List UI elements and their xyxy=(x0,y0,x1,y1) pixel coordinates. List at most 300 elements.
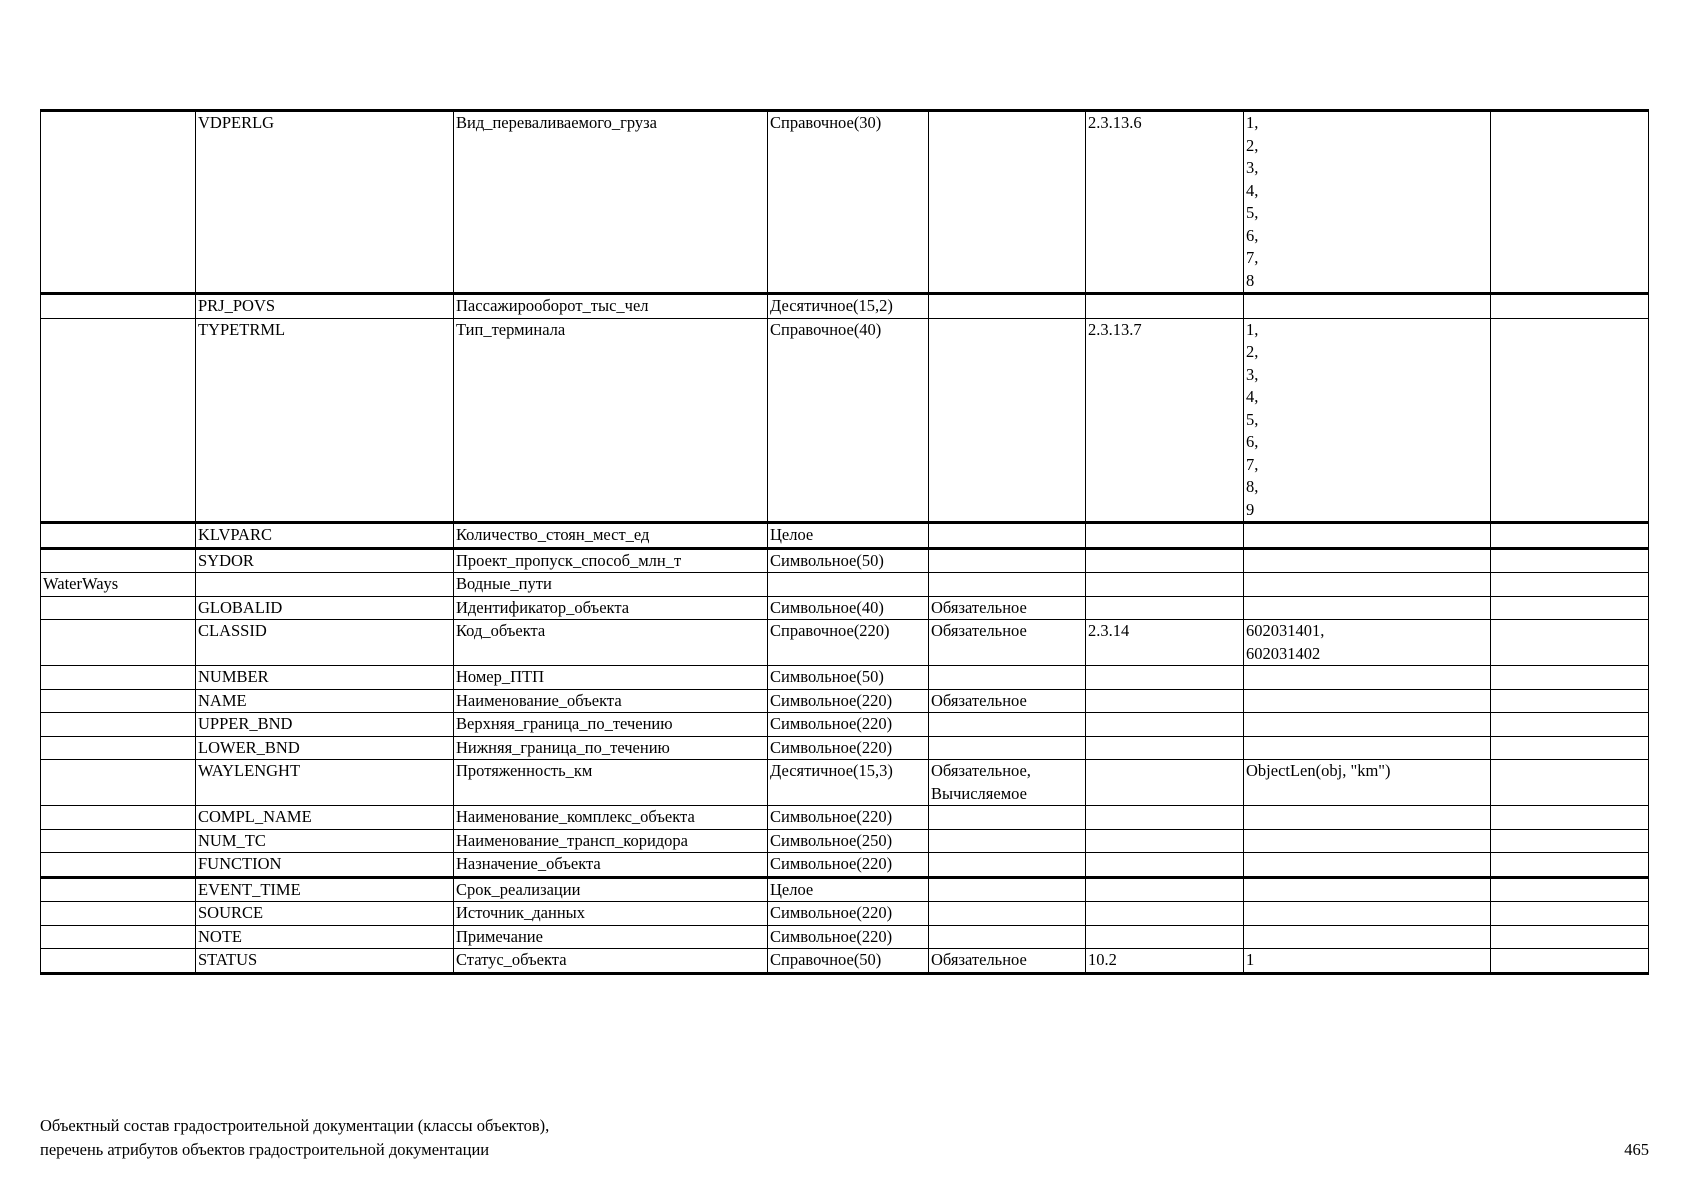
reference-cell xyxy=(1086,666,1244,690)
table-row xyxy=(41,736,1649,760)
cell-text-line xyxy=(43,690,193,713)
extra-cell xyxy=(1491,620,1649,666)
class-name-cell xyxy=(41,853,196,878)
cell-text-line xyxy=(43,949,193,972)
reference-cell xyxy=(1086,318,1244,523)
cell-text-line: Справочное(220) xyxy=(770,621,890,640)
cell-text-line: Примечание xyxy=(456,926,543,946)
cell-text-line xyxy=(931,926,1083,949)
field-name-cell xyxy=(454,294,768,319)
values-cell xyxy=(1244,949,1491,974)
field-code-cell xyxy=(196,523,454,549)
class-name-cell xyxy=(41,736,196,760)
class-name-cell xyxy=(41,523,196,549)
data-type-cell xyxy=(768,806,929,830)
values-cell xyxy=(1244,689,1491,713)
cell-text-line: 9 xyxy=(1246,499,1255,519)
cell-text-line xyxy=(1246,830,1488,853)
cell-text-line: 5, xyxy=(1246,203,1259,222)
values-cell xyxy=(1244,666,1491,690)
cell-text-line: 5, xyxy=(1246,409,1259,429)
table-row xyxy=(41,573,1649,597)
requirement-cell xyxy=(929,925,1086,949)
cell-text-line: Номер_ПТП xyxy=(456,667,545,686)
extra-cell xyxy=(1491,666,1649,690)
cell-text-line: 3, xyxy=(1246,364,1259,384)
class-name-cell xyxy=(41,318,196,523)
field-code-cell xyxy=(196,596,454,620)
cell-text-line: Обязательное xyxy=(931,597,1027,617)
table-row xyxy=(41,318,1649,523)
cell-text-line: 4, xyxy=(1246,180,1259,200)
values-cell xyxy=(1244,902,1491,926)
cell-text-line: Тип_терминала xyxy=(456,319,566,339)
class-name-cell xyxy=(41,596,196,620)
field-name-cell xyxy=(454,548,768,573)
cell-text-line: Целое xyxy=(770,525,814,544)
extra-cell xyxy=(1491,318,1649,523)
cell-text-line xyxy=(1493,690,1646,713)
cell-text-line: 2, xyxy=(1246,342,1259,361)
cell-text-line: Вычисляемое xyxy=(931,783,1027,803)
data-type-cell xyxy=(768,925,929,949)
class-name-cell xyxy=(41,829,196,853)
cell-text-line: Обязательное xyxy=(931,621,1027,640)
table-row xyxy=(41,925,1649,949)
cell-text-line: FUNCTION xyxy=(198,854,282,873)
table-row xyxy=(41,829,1649,853)
cell-text-line: Код_объекта xyxy=(456,621,546,640)
cell-text-line: Наименование_объекта xyxy=(456,690,622,710)
field-name-cell xyxy=(454,925,768,949)
cell-text-line xyxy=(1246,597,1488,620)
data-type-cell xyxy=(768,713,929,737)
class-name-cell xyxy=(41,806,196,830)
values-cell xyxy=(1244,294,1491,319)
reference-cell xyxy=(1086,523,1244,549)
cell-text-line: Источник_данных xyxy=(456,903,585,922)
field-code-cell xyxy=(196,111,454,294)
cell-text-line: Символьное(220) xyxy=(770,903,893,922)
cell-text-line xyxy=(1088,879,1241,902)
cell-text-line xyxy=(931,550,1083,573)
page-number: 465 xyxy=(1624,1140,1649,1159)
field-name-cell xyxy=(454,596,768,620)
field-code-cell xyxy=(196,902,454,926)
values-cell xyxy=(1244,523,1491,549)
cell-text-line: VDPERLG xyxy=(198,113,275,132)
cell-text-line xyxy=(43,295,193,318)
class-name-cell xyxy=(41,620,196,666)
data-type-cell xyxy=(768,736,929,760)
class-name-cell xyxy=(41,760,196,806)
cell-text-line: UPPER_BND xyxy=(198,714,293,733)
field-code-cell xyxy=(196,620,454,666)
data-type-cell xyxy=(768,620,929,666)
cell-text-line xyxy=(43,319,193,342)
class-name-cell xyxy=(41,949,196,974)
requirement-cell xyxy=(929,806,1086,830)
cell-text-line xyxy=(1246,690,1488,713)
table-row xyxy=(41,760,1649,806)
cell-text-line: 2.3.14 xyxy=(1088,621,1130,640)
footer-line-2: перечень атрибутов объектов градостроительной документации xyxy=(40,1140,490,1159)
cell-text-line xyxy=(1493,806,1646,829)
cell-text-line xyxy=(1246,295,1488,318)
cell-text-line: 10.2 xyxy=(1088,950,1117,969)
reference-cell xyxy=(1086,736,1244,760)
cell-text-line: Десятичное(15,2) xyxy=(770,296,893,315)
cell-text-line: 2.3.13.7 xyxy=(1088,319,1142,339)
requirement-cell xyxy=(929,318,1086,523)
cell-text-line: NAME xyxy=(198,690,247,710)
cell-text-line xyxy=(931,902,1083,925)
class-name-cell xyxy=(41,573,196,597)
cell-text-line: Обязательное xyxy=(931,950,1027,969)
cell-text-line: Срок_реализации xyxy=(456,879,581,899)
cell-text-line: Символьное(50) xyxy=(770,667,884,686)
table-row xyxy=(41,713,1649,737)
cell-text-line: Символьное(50) xyxy=(770,550,884,570)
cell-text-line: WaterWays xyxy=(43,574,119,593)
data-type-cell xyxy=(768,318,929,523)
field-code-cell xyxy=(196,736,454,760)
cell-text-line xyxy=(1493,597,1646,620)
field-name-cell xyxy=(454,111,768,294)
cell-text-line xyxy=(43,737,193,760)
requirement-cell xyxy=(929,689,1086,713)
table-row xyxy=(41,548,1649,573)
cell-text-line: GLOBALID xyxy=(198,597,283,617)
cell-text-line xyxy=(931,666,1083,689)
cell-text-line: COMPL_NAME xyxy=(198,807,312,826)
cell-text-line xyxy=(1088,926,1241,949)
requirement-cell xyxy=(929,760,1086,806)
values-cell xyxy=(1244,853,1491,878)
values-cell xyxy=(1244,877,1491,902)
cell-text-line xyxy=(931,112,1083,135)
cell-text-line: 2.3.13.6 xyxy=(1088,113,1142,132)
field-code-cell xyxy=(196,713,454,737)
cell-text-line xyxy=(43,524,193,547)
cell-text-line xyxy=(931,524,1083,547)
class-name-cell xyxy=(41,877,196,902)
field-name-cell xyxy=(454,666,768,690)
field-code-cell xyxy=(196,760,454,806)
table-row xyxy=(41,523,1649,549)
cell-text-line xyxy=(43,713,193,736)
cell-text-line xyxy=(1493,737,1646,760)
reference-cell xyxy=(1086,294,1244,319)
cell-text-line: Обязательное, xyxy=(931,761,1031,780)
cell-text-line xyxy=(1493,713,1646,736)
cell-text-line: 8 xyxy=(1246,270,1255,290)
cell-text-line xyxy=(198,573,451,596)
cell-text-line: Символьное(220) xyxy=(770,926,893,946)
cell-text-line: 2, xyxy=(1246,135,1259,155)
class-name-cell xyxy=(41,689,196,713)
requirement-cell xyxy=(929,523,1086,549)
cell-text-line xyxy=(1246,666,1488,689)
reference-cell xyxy=(1086,829,1244,853)
cell-text-line: Пассажирооборот_тыс_чел xyxy=(456,296,649,315)
field-code-cell xyxy=(196,877,454,902)
cell-text-line: Десятичное(15,3) xyxy=(770,761,893,780)
cell-text-line: Целое xyxy=(770,879,814,899)
table-row xyxy=(41,877,1649,902)
cell-text-line xyxy=(43,830,193,853)
cell-text-line xyxy=(931,806,1083,829)
cell-text-line xyxy=(1493,902,1646,925)
cell-text-line xyxy=(1493,550,1646,573)
requirement-cell xyxy=(929,829,1086,853)
cell-text-line xyxy=(1088,853,1241,876)
requirement-cell xyxy=(929,666,1086,690)
cell-text-line: 1, xyxy=(1246,319,1259,339)
cell-text-line xyxy=(1088,737,1241,760)
cell-text-line: 602031402 xyxy=(1246,643,1321,663)
table-body xyxy=(41,111,1649,974)
data-type-cell xyxy=(768,853,929,878)
cell-text-line xyxy=(43,853,193,876)
cell-text-line xyxy=(1246,524,1488,547)
field-code-cell xyxy=(196,318,454,523)
field-code-cell xyxy=(196,853,454,878)
cell-text-line xyxy=(43,902,193,925)
class-name-cell xyxy=(41,548,196,573)
cell-text-line: 8, xyxy=(1246,477,1259,496)
requirement-cell xyxy=(929,548,1086,573)
extra-cell xyxy=(1491,806,1649,830)
cell-text-line: Символьное(220) xyxy=(770,737,893,757)
values-cell xyxy=(1244,760,1491,806)
cell-text-line xyxy=(43,597,193,620)
reference-cell xyxy=(1086,596,1244,620)
cell-text-line: Справочное(40) xyxy=(770,319,882,339)
cell-text-line xyxy=(1088,597,1241,620)
table-row xyxy=(41,689,1649,713)
field-code-cell xyxy=(196,829,454,853)
cell-text-line: Статус_объекта xyxy=(456,950,567,969)
data-type-cell xyxy=(768,523,929,549)
cell-text-line xyxy=(43,620,193,643)
requirement-cell xyxy=(929,853,1086,878)
requirement-cell xyxy=(929,573,1086,597)
cell-text-line xyxy=(1246,573,1488,596)
cell-text-line xyxy=(1246,713,1488,736)
values-cell xyxy=(1244,806,1491,830)
cell-text-line xyxy=(1246,550,1488,573)
values-cell xyxy=(1244,736,1491,760)
field-name-cell xyxy=(454,806,768,830)
cell-text-line xyxy=(1088,806,1241,829)
cell-text-line xyxy=(1493,853,1646,876)
data-type-cell xyxy=(768,949,929,974)
cell-text-line: 6, xyxy=(1246,225,1259,245)
requirement-cell xyxy=(929,877,1086,902)
extra-cell xyxy=(1491,949,1649,974)
cell-text-line: SOURCE xyxy=(198,903,264,922)
cell-text-line: 1, xyxy=(1246,113,1259,132)
cell-text-line xyxy=(1493,879,1646,902)
cell-text-line: NUMBER xyxy=(198,667,269,686)
cell-text-line: Наименование_комплекс_объекта xyxy=(456,807,695,826)
cell-text-line xyxy=(931,879,1083,902)
cell-text-line: Вид_переваливаемого_груза xyxy=(456,113,657,132)
cell-text-line xyxy=(1088,760,1241,783)
extra-cell xyxy=(1491,902,1649,926)
cell-text-line xyxy=(43,760,193,783)
cell-text-line: ObjectLen(obj, "km") xyxy=(1246,761,1391,780)
cell-text-line xyxy=(931,573,1083,596)
data-type-cell xyxy=(768,666,929,690)
cell-text-line xyxy=(1493,524,1646,547)
cell-text-line: EVENT_TIME xyxy=(198,879,301,899)
cell-text-line xyxy=(931,713,1083,736)
cell-text-line: 1 xyxy=(1246,950,1255,969)
cell-text-line xyxy=(43,666,193,689)
data-type-cell xyxy=(768,596,929,620)
cell-text-line xyxy=(931,737,1083,760)
reference-cell xyxy=(1086,806,1244,830)
reference-cell xyxy=(1086,713,1244,737)
cell-text-line xyxy=(770,573,926,596)
cell-text-line xyxy=(1088,666,1241,689)
data-type-cell xyxy=(768,111,929,294)
data-type-cell xyxy=(768,573,929,597)
reference-cell xyxy=(1086,853,1244,878)
reference-cell xyxy=(1086,111,1244,294)
cell-text-line xyxy=(1088,550,1241,573)
reference-cell xyxy=(1086,877,1244,902)
values-cell xyxy=(1244,548,1491,573)
cell-text-line: Символьное(220) xyxy=(770,807,893,826)
values-cell xyxy=(1244,318,1491,523)
cell-text-line xyxy=(1246,879,1488,902)
extra-cell xyxy=(1491,689,1649,713)
cell-text-line xyxy=(1493,295,1646,318)
cell-text-line xyxy=(1493,666,1646,689)
cell-text-line: 7, xyxy=(1246,248,1259,267)
extra-cell xyxy=(1491,596,1649,620)
requirement-cell xyxy=(929,111,1086,294)
cell-text-line: Обязательное xyxy=(931,690,1027,710)
field-name-cell xyxy=(454,877,768,902)
values-cell xyxy=(1244,925,1491,949)
field-name-cell xyxy=(454,573,768,597)
cell-text-line xyxy=(1088,690,1241,713)
cell-text-line: TYPETRML xyxy=(198,319,286,339)
field-code-cell xyxy=(196,689,454,713)
class-name-cell xyxy=(41,925,196,949)
cell-text-line: Количество_стоян_мест_ед xyxy=(456,525,650,544)
cell-text-line: Идентификатор_объекта xyxy=(456,597,630,617)
cell-text-line xyxy=(1088,902,1241,925)
table-row xyxy=(41,596,1649,620)
extra-cell xyxy=(1491,877,1649,902)
cell-text-line: Справочное(30) xyxy=(770,113,882,132)
requirement-cell xyxy=(929,294,1086,319)
field-code-cell xyxy=(196,666,454,690)
cell-text-line xyxy=(1246,902,1488,925)
cell-text-line: Символьное(220) xyxy=(770,714,893,733)
field-name-cell xyxy=(454,853,768,878)
values-cell xyxy=(1244,620,1491,666)
cell-text-line xyxy=(43,550,193,573)
field-name-cell xyxy=(454,949,768,974)
requirement-cell xyxy=(929,620,1086,666)
footer-line-1: Объектный состав градостроительной документации (классы объектов), xyxy=(40,1116,550,1135)
reference-cell xyxy=(1086,902,1244,926)
extra-cell xyxy=(1491,573,1649,597)
requirement-cell xyxy=(929,949,1086,974)
cell-text-line: LOWER_BND xyxy=(198,737,300,757)
cell-text-line: Символьное(40) xyxy=(770,597,884,617)
reference-cell xyxy=(1086,620,1244,666)
table-row xyxy=(41,620,1649,666)
cell-text-line: WAYLENGHT xyxy=(198,761,301,780)
class-name-cell xyxy=(41,902,196,926)
cell-text-line xyxy=(1493,620,1646,643)
extra-cell xyxy=(1491,829,1649,853)
field-code-cell xyxy=(196,548,454,573)
cell-text-line xyxy=(43,879,193,902)
cell-text-line xyxy=(43,112,193,135)
extra-cell xyxy=(1491,853,1649,878)
cell-text-line xyxy=(1246,926,1488,949)
cell-text-line xyxy=(1088,573,1241,596)
cell-text-line: Верхняя_граница_по_течению xyxy=(456,714,673,733)
extra-cell xyxy=(1491,523,1649,549)
cell-text-line: 3, xyxy=(1246,158,1259,177)
cell-text-line xyxy=(1088,524,1241,547)
cell-text-line: NOTE xyxy=(198,926,242,946)
extra-cell xyxy=(1491,294,1649,319)
class-name-cell xyxy=(41,111,196,294)
field-name-cell xyxy=(454,318,768,523)
cell-text-line: Справочное(50) xyxy=(770,950,882,969)
page-footer xyxy=(40,1114,549,1162)
cell-text-line xyxy=(1493,949,1646,972)
cell-text-line: PRJ_POVS xyxy=(198,296,276,315)
data-type-cell xyxy=(768,877,929,902)
table-row xyxy=(41,853,1649,878)
requirement-cell xyxy=(929,736,1086,760)
requirement-cell xyxy=(929,596,1086,620)
field-code-cell xyxy=(196,806,454,830)
cell-text-line: Нижняя_граница_по_течению xyxy=(456,737,670,757)
data-type-cell xyxy=(768,689,929,713)
field-name-cell xyxy=(454,736,768,760)
cell-text-line xyxy=(1493,319,1646,342)
cell-text-line xyxy=(931,319,1083,342)
values-cell xyxy=(1244,573,1491,597)
requirement-cell xyxy=(929,713,1086,737)
data-type-cell xyxy=(768,548,929,573)
cell-text-line: STATUS xyxy=(198,950,258,969)
field-name-cell xyxy=(454,523,768,549)
extra-cell xyxy=(1491,736,1649,760)
cell-text-line: Проект_пропуск_способ_млн_т xyxy=(456,550,682,570)
cell-text-line xyxy=(1246,853,1488,876)
cell-text-line xyxy=(1088,830,1241,853)
class-name-cell xyxy=(41,713,196,737)
class-name-cell xyxy=(41,666,196,690)
extra-cell xyxy=(1491,760,1649,806)
extra-cell xyxy=(1491,713,1649,737)
field-code-cell xyxy=(196,949,454,974)
field-code-cell xyxy=(196,573,454,597)
